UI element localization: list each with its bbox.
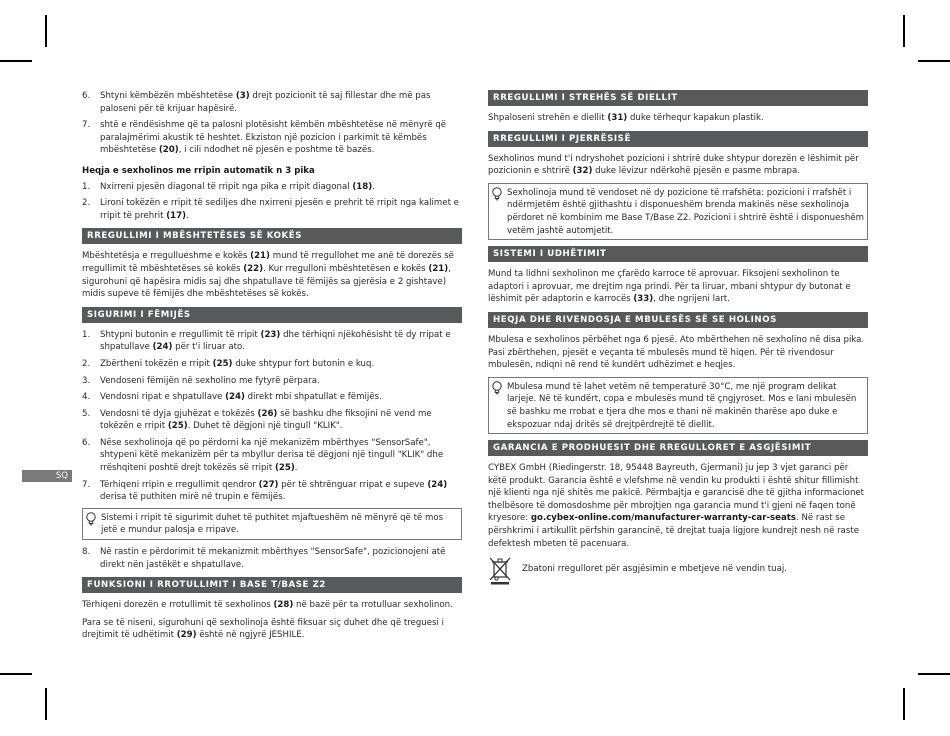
ref-number: (22)	[243, 263, 264, 274]
section-header-recline: RREGULLIMI I PJERRËSISË	[488, 131, 868, 147]
cover-removal-paragraph: Mbulesa e sexholinos përbëhet nga 6 pjesë. Ato mbërthehen në sexholino në disa pika. Pasi zbërthehen, pjesët e veçanta të mbulesës mund të hiqen. Për të rivendosur mbulesën, ndiqni në rend të kundërt udhëzimet e heqjes.	[488, 334, 865, 371]
section-header-travel-system: SISTEMI I UDHËTIMIT	[488, 246, 868, 262]
crop-mark-bottom-right-v	[903, 688, 905, 720]
ref-number: (29)	[176, 630, 197, 641]
left-column	[82, 90, 462, 647]
ref-number: (23)	[260, 329, 281, 340]
list-item: 5. Vendosni të dyja gjuhëzat e tokëzës (26) së bashku dhe fiksojini në vend me tokëzën e rripit (25). Duhet të dëgjoni një tingull "KLIK".	[82, 408, 432, 432]
note-box-recline: Sexholinoja mund të vendoset në dy pozicione të rrafshëta: pozicioni i rrafshët i ndërmjetëm është gjithashtu i disponueshëm brenda makinës nëse sexholinoja përdoret në kombinim me Base T/Base Z2. Pozicioni i shtrirë është i disponueshëm vetëm jashtë automjetit.	[488, 183, 868, 240]
ref-number: (26)	[257, 408, 278, 419]
list-item: 6. Nëse sexholinoja që po përdorni ka një mekanizëm mbërthyes "SensorSafe", shtypeni këtë mekanizëm për ta mbyllur derisa të dëgjoni një tingull "KLIK" dhe rrëshqiteni poshtë drejt tokëzës së rripit (25).	[82, 437, 444, 474]
list-item: 2. Zbërtheni tokëzën e rripit (25) duke shtypur fort butonin e kuq.	[82, 358, 375, 369]
subheading-removal-3-point-belt: Heqja e sexholinos me rripin automatik n 3 pika	[82, 165, 315, 176]
crop-mark-bottom-right-h	[918, 673, 950, 675]
section-header-cover-removal: HEQJA DHE RIVENDOSJA E MBULESËS SË SE HOLINOS	[488, 312, 868, 328]
language-tab: SQ	[22, 470, 72, 482]
list-item: 1. Nxirreni pjesën diagonal të rripit nga pika e rripit diagonal (18).	[82, 181, 375, 192]
ref-number: (21)	[250, 251, 270, 262]
warranty-paragraph: CYBEX GmbH (Riedingerstr. 18, 95448 Bayreuth, Gjermani) ju jep 3 vjet garanci për këtë produkt. Garancia është e vlefshme në vendin ku produkti i është shitur fillimisht një klienti nga një shitës me pakicë. Përmbajtja e garancisë dhe të gjitha informacionet thelbësore të domosdoshme për mbrojtjen nga garancia mund t'i gjeni në faqen tonë kryesore: go.cybex-online.com/manufacturer-warranty-car-seats. Në rast se përshkrimi i artikullit përfshin garancinë, të drejtat tuaja ligjore kundrejt nesh në raste defektesh mbeten të pacenuara.	[488, 463, 865, 549]
list-item: 3. Vendoseni fëmijën në sexholino me fytyrë përpara.	[82, 375, 320, 386]
list-item: 8. Në rastin e përdorimit të mekanizmit mbërthyes "SensorSafe", pozicionojeni atë direkt nën jastëkët e shpatullave.	[82, 547, 446, 570]
ref-number: (27)	[258, 479, 279, 490]
ref-number: (28)	[273, 600, 294, 611]
disposal-row	[488, 555, 868, 590]
ref-number: (33)	[633, 294, 654, 305]
ref-number: (25)	[274, 463, 295, 474]
lightbulb-icon	[85, 512, 101, 537]
ref-number: (24)	[427, 479, 448, 490]
ref-number: (32)	[572, 166, 593, 177]
crop-mark-bottom-left-h	[0, 673, 32, 675]
travel-system-paragraph: Mund ta lidhni sexholinon me çfarëdo karroce të aprovuar. Fiksojeni sexholinon te adaptori i aprovuar, me drejtim nga prindi. Për ta liruar, mbani shtypur dy butonat e lëshimit për adaptorin e karrocës (33), dhe ngrijeni lart.	[488, 269, 851, 305]
section-header-sun-canopy: RREGULLIMI I STREHËS SË DIELLIT	[488, 90, 868, 106]
section-header-child-safety: SIGURIMI I FËMIJËS	[82, 307, 462, 323]
ref-number: (21)	[428, 263, 449, 274]
recline-paragraph: Sexholinos mund t'i ndryshohet pozicioni i shtrirë duke shtypur dorezën e lëshimit për pozicionin e shtrirë (32) duke lëvizur ndërkohë pjesën e pasme mbrapa.	[488, 153, 859, 177]
ref-number: (17)	[166, 210, 187, 221]
headrest-paragraph: Mbështetësja e rregullueshme e kokës (21) mund të rregullohet me anë të dorezës së rregullimit të mbështetëses së kokës (22). Kur rregulloni mbështetësen e kokës (21), sigurohuni që hapësira midis saj dhe shpatullave të fëmijës sa gjerësia e 2 gishtave) midis supeve të fëmijës dhe mbështetëses së kokës.	[82, 251, 454, 300]
ref-number: (24)	[152, 342, 173, 353]
list-item: 7. Tërhiqeni rripin e rregullimit qendror (27) për të shtrënguar rripat e supeve (24) derisa të puthiten mirë në trupin e fëmijës.	[82, 479, 448, 503]
ref-number: (20)	[158, 145, 179, 156]
sun-canopy-paragraph: Shpaloseni strehën e diellit (31) duke tërhequr kapakun plastik.	[488, 113, 764, 123]
ref-number: go.cybex-online.com/manufacturer-warranty-car-seats	[530, 513, 797, 524]
ref-number: (24)	[225, 392, 245, 403]
note-box-washing: Mbulesa mund të lahet vetëm në temperaturë 30°C, me një program delikat larjeje. Në të kundërt, copa e mbulesës mund të çngjyroset. Mos e lani mbulesën së bashku me rrobat e tjera dhe mos e thani në makinën tharëse apo duke e ekspozuar ndaj dritës së drejtpërdrejtë të diellit.	[488, 377, 868, 434]
list-item: 6. Shtyni këmbëzën mbështetëse (3) drejt pozicionit të saj fillestar dhe më pas paloseni për të krijuar hapësirë.	[82, 91, 431, 114]
crop-mark-bottom-left-v	[45, 688, 47, 720]
section-header-rotation: FUNKSIONI I RROTULLIMIT I BASE T/BASE Z2	[82, 577, 462, 593]
right-column	[488, 90, 868, 590]
ref-number: (18)	[352, 181, 373, 192]
rotation-paragraph-2: Para se të niseni, sigurohuni që sexholinoja është fiksuar siç duhet dhe që treguesi i drejtimit të udhëtimit (29) është në ngjyrë JESHILE.	[82, 617, 445, 641]
lightbulb-icon	[491, 381, 507, 431]
list-item: 4. Vendosni ripat e shpatullave (24) direkt mbi shpatullat e fëmijës.	[82, 392, 382, 403]
section-header-headrest: RREGULLIMI I MBËSHTETËSES SË KOKËS	[82, 228, 462, 244]
crop-mark-top-right-h	[918, 60, 950, 62]
note-box-harness: Sistemi i rripit të sigurimit duhet të puthitet mjaftueshëm në mënyrë që të mos jetë e mundur palosja e rripave.	[82, 508, 462, 540]
ref-number: (3)	[235, 91, 250, 101]
list-item: 7. shtë e rëndësishme që ta palosni plotësisht këmbën mbështetëse në mënyrë që paralajmërimi akustik të heshtet. Ekziston një pozicion i parkimit të këmbës mbështetëse (20), i cili ndodhet në pjesën e poshtme të bazës.	[82, 120, 447, 156]
crossed-bin-icon	[488, 555, 516, 590]
ref-number: (25)	[212, 358, 233, 369]
section-header-warranty: GARANCIA E PRODHUESIT DHE RREGULLORET E ASGJËSIMIT	[488, 440, 868, 456]
crop-mark-top-left-h	[0, 60, 32, 62]
ref-number: (31)	[607, 113, 628, 123]
list-item: 2. Lironi tokëzën e rripit të sediljes dhe nxirreni pjesën e prehrit të rripit nga kalimet e rripit të prehrit (17).	[82, 198, 459, 221]
rotation-paragraph-1: Tërhiqeni dorezën e rrotullimit të sexholinos (28) në bazë për ta rrotulluar sexholinon.	[82, 600, 453, 611]
ref-number: (25)	[167, 421, 188, 432]
lightbulb-icon	[491, 187, 507, 237]
list-item: 1. Shtypni butonin e rregullimit të rripit (23) dhe tërhiqni njëkohësisht të dy rripat e shpatullave (24) për t'i liruar ato.	[82, 329, 451, 353]
crop-mark-top-left-v	[45, 15, 47, 47]
crop-mark-top-right-v	[903, 15, 905, 47]
disposal-text: Zbatoni rregulloret për asgjësimin e mbetjeve në vendin tuaj.	[522, 564, 787, 575]
